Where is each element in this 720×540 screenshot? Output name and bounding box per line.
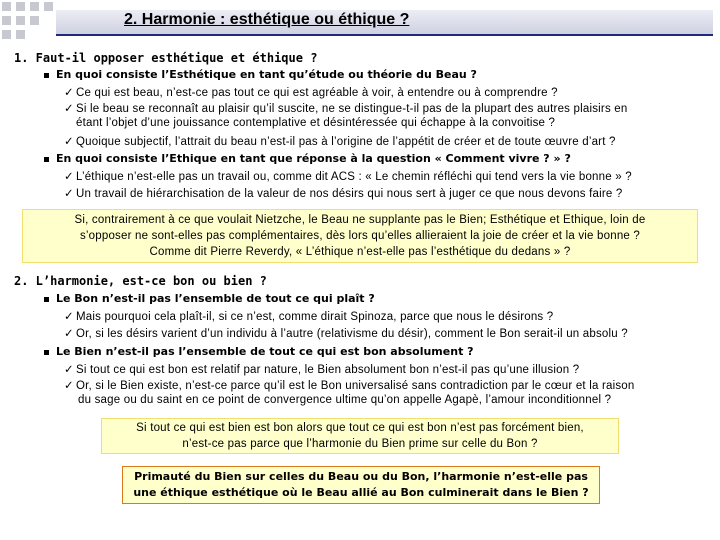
check-icon: ✓ bbox=[64, 328, 74, 340]
list-item-continuation: du sage ou du saint en ce point de convergence ultime qu’on appelle Agapè, l’amour inconditionnel ? bbox=[78, 394, 612, 406]
check-icon: ✓ bbox=[64, 171, 74, 183]
summary-line: n’est-ce pas parce que l’harmonie du Bien prime sur celle du Bon ? bbox=[182, 438, 538, 450]
section-1-sub-1-heading: En quoi consiste l’Esthétique en tant qu’étude ou théorie du Beau ? bbox=[44, 68, 477, 81]
list-item: ✓ Quoique subjectif, l’attrait du beau n’est-il pas à l’origine de l’appétit de créer et de toute œuvre d’art ? bbox=[64, 136, 616, 148]
bullet-square-icon bbox=[44, 297, 49, 302]
list-item: ✓ Un travail de hiérarchisation de la valeur de nos désirs qui nous sert à juger ce que nous devons faire ? bbox=[64, 188, 623, 200]
conclusion-line: Primauté du Bien sur celles du Beau ou du Bon, l’harmonie n’est-elle pas bbox=[134, 470, 588, 483]
bullet-square-icon bbox=[44, 73, 49, 78]
check-icon: ✓ bbox=[64, 188, 74, 200]
list-item: ✓ Si tout ce qui est bon est relatif par nature, le Bien absolument bon n’est-il pas qu’une illusion ? bbox=[64, 364, 580, 376]
conclusion-line: une éthique esthétique où le Beau allié au Bon culminerait dans le Bien ? bbox=[133, 486, 589, 499]
list-item: ✓ Ce qui est beau, n’est-ce pas tout ce qui est agréable à voir, à entendre ou à comprendre ? bbox=[64, 87, 558, 99]
summary-line: Si tout ce qui est bien est bon alors que tout ce qui est bon n’est pas forcément bien, bbox=[136, 422, 584, 434]
check-icon: ✓ bbox=[64, 87, 74, 99]
section-1-heading: 1. Faut-il opposer esthétique et éthique ? bbox=[14, 51, 318, 65]
list-item-continuation: étant l’objet d’une jouissance contemplative et désintéressée qui échappe à la convoitise ? bbox=[76, 117, 556, 129]
section-1-summary-box bbox=[22, 209, 698, 263]
list-item: ✓ Or, si les désirs varient d’un individu à l’autre (relativisme du désir), comment le Bon serait-il un absolu ? bbox=[64, 328, 628, 340]
summary-line: Comme dit Pierre Reverdy, « L’éthique n’est-elle pas l’esthétique du dedans » ? bbox=[149, 246, 571, 258]
check-icon: ✓ bbox=[64, 136, 74, 148]
bullet-square-icon bbox=[44, 350, 49, 355]
section-2-sub-1-heading: Le Bon n’est-il pas l’ensemble de tout ce qui plaît ? bbox=[44, 292, 375, 305]
bullet-square-icon bbox=[44, 157, 49, 162]
check-icon: ✓ bbox=[64, 380, 74, 392]
conclusion-box bbox=[122, 466, 600, 504]
list-item: ✓ L’éthique n’est-elle pas un travail ou, comme dit ACS : « Le chemin réfléchi qui tend vers la vie bonne » ? bbox=[64, 171, 632, 183]
check-icon: ✓ bbox=[64, 103, 74, 115]
list-item: ✓ Si le beau se reconnaît au plaisir qu’il suscite, ne se distingue-t-il pas de la plupart des autres plaisirs en bbox=[64, 103, 628, 115]
summary-line: s’opposer ne sont-elles pas complémentaires, dès lors qu’elles allieraient la joie de créer et la vie bonne ? bbox=[79, 230, 641, 242]
section-1-sub-2-heading: En quoi consiste l’Ethique en tant que réponse à la question « Comment vivre ? » ? bbox=[44, 152, 571, 165]
page-title: 2. Harmonie : esthétique ou éthique ? bbox=[124, 11, 410, 28]
check-icon: ✓ bbox=[64, 364, 74, 376]
section-2-summary-box bbox=[101, 418, 619, 454]
list-item: ✓ Or, si le Bien existe, n’est-ce parce qu’il est le Bon universalisé sans contradiction par le cœur et la raison bbox=[64, 380, 635, 392]
section-2-heading: 2. L’harmonie, est-ce bon ou bien ? bbox=[14, 274, 267, 288]
check-icon: ✓ bbox=[64, 311, 74, 323]
section-2-sub-2-heading: Le Bien n’est-il pas l’ensemble de tout ce qui est bon absolument ? bbox=[44, 345, 474, 358]
summary-line: Si, contrairement à ce que voulait Nietzche, le Beau ne supplante pas le Bien; Esthétique et Ethique, loin de bbox=[74, 214, 646, 226]
list-item: ✓ Mais pourquoi cela plaît-il, si ce n’est, comme dirait Spinoza, parce que nous le désirons ? bbox=[64, 311, 554, 323]
